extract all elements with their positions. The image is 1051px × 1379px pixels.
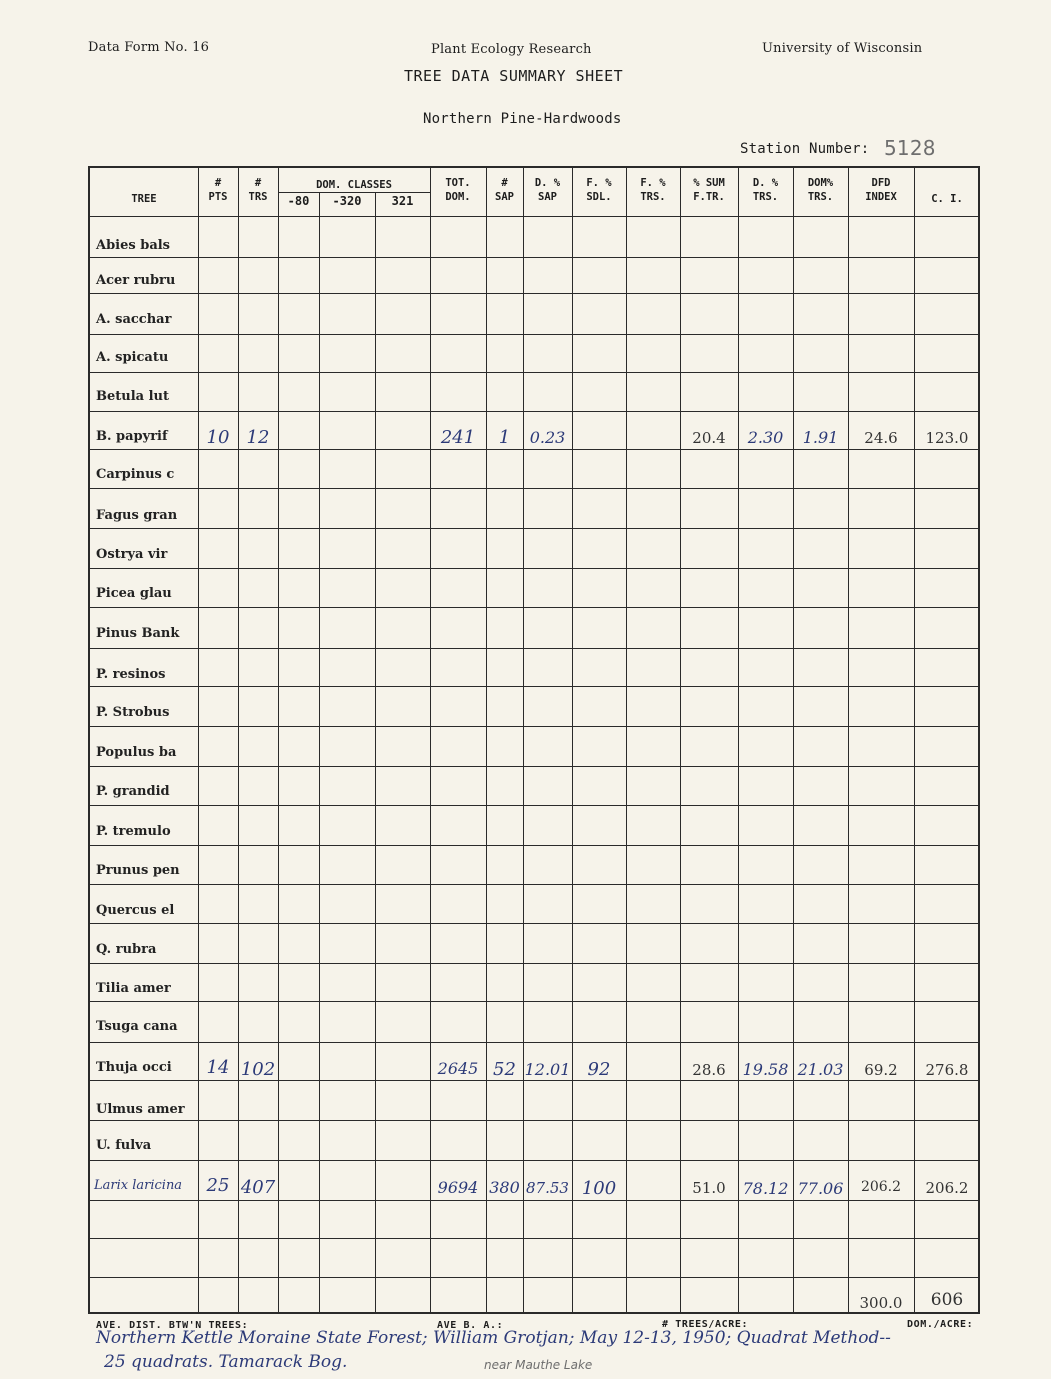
organization-name: Plant Ecology Research	[431, 42, 592, 57]
cell-tot-dom: 2645	[437, 1059, 479, 1078]
tree-name: Ostrya vir	[96, 547, 168, 562]
row-line	[90, 216, 978, 217]
column-line	[486, 168, 487, 1312]
row-line	[90, 686, 978, 687]
col-pts: # PTS	[208, 177, 228, 203]
column-line	[430, 168, 431, 1312]
row-line	[90, 334, 978, 335]
row-line	[90, 568, 978, 569]
col-dom-class-80: -80	[287, 194, 310, 208]
row-line	[90, 607, 978, 608]
row-line	[90, 1120, 978, 1121]
cell-d-sap: 87.53	[526, 1179, 569, 1197]
tree-name-added: Larix laricina	[94, 1178, 183, 1193]
row-line	[90, 845, 978, 846]
cell-d-trs: 19.58	[742, 1060, 789, 1079]
column-line	[680, 168, 681, 1312]
col-tot-dom: TOT. DOM.	[445, 177, 471, 203]
cell-sum-ftr: 28.6	[692, 1061, 726, 1079]
col-dom-classes: DOM. CLASSES	[316, 179, 392, 191]
form-number: Data Form No. 16	[88, 40, 210, 55]
station-label: Station Number:	[740, 141, 870, 157]
total-dfd-index: 300.0	[859, 1294, 903, 1312]
column-line	[626, 168, 627, 1312]
cell-f-sdl: 92	[587, 1059, 611, 1080]
tree-name: Thuja occi	[96, 1060, 172, 1075]
tree-name: Q. rubra	[96, 942, 157, 957]
cell-sap: 1	[498, 427, 511, 448]
tree-name: Tilia amer	[96, 981, 171, 996]
column-line	[914, 168, 915, 1312]
cell-f-sdl: 100	[581, 1178, 617, 1199]
column-line	[375, 193, 376, 1312]
tree-name: Picea glau	[96, 586, 172, 601]
col-dom-class-320: -320	[332, 194, 362, 208]
label-ave-ba: AVE B. A.:	[437, 1320, 504, 1331]
col-trs: # TRS	[248, 177, 268, 203]
cell-d-sap: 12.01	[524, 1060, 571, 1079]
tree-name: A. sacchar	[96, 312, 172, 327]
col-f-sdl: F. % SDL.	[586, 177, 612, 203]
sheet-subtitle: Northern Pine-Hardwoods	[423, 111, 622, 127]
column-line	[238, 168, 239, 1312]
row-line	[90, 449, 978, 450]
row-line	[90, 1042, 978, 1043]
pencil-note: near Mauthe Lake	[484, 1358, 593, 1372]
cell-ci: 123.0	[925, 429, 969, 447]
cell-pts: 25	[206, 1175, 230, 1196]
tree-name: Acer rubru	[96, 273, 176, 288]
tree-name: Abies bals	[96, 238, 171, 253]
row-line	[90, 1080, 978, 1081]
tree-name: Pinus Bank	[96, 626, 180, 641]
tree-name: Betula lut	[96, 389, 169, 404]
col-dom-class-321: 321	[391, 194, 414, 208]
cell-trs: 407	[240, 1177, 276, 1198]
col-ci: C. I.	[931, 193, 963, 205]
cell-sap: 52	[493, 1059, 516, 1080]
tree-name: P. tremulo	[96, 824, 171, 839]
cell-ci: 276.8	[925, 1061, 969, 1079]
cell-sum-ftr: 20.4	[692, 429, 726, 447]
row-line	[90, 648, 978, 649]
label-ave-dist: AVE. DIST. BTW'N TREES:	[96, 1320, 249, 1331]
tree-name: A. spicatu	[96, 350, 169, 365]
col-sum-ftr: % SUM F.TR.	[693, 177, 725, 203]
tree-name: Populus ba	[96, 745, 177, 760]
col-d-sap: D. % SAP	[534, 177, 561, 203]
tree-name: Carpinus c	[96, 467, 175, 482]
label-trees-acre: # TREES/ACRE:	[662, 1319, 749, 1330]
handwritten-note-line1: Northern Kettle Moraine State Forest; William Grotjan; May 12-13, 1950; Quadrat Method--	[96, 1328, 891, 1348]
dom-classes-divider	[278, 192, 430, 193]
label-dom-acre: DOM./ACRE:	[907, 1319, 974, 1330]
tree-name: Prunus pen	[96, 863, 180, 878]
tree-name: Tsuga cana	[96, 1019, 178, 1034]
tree-name: P. grandid	[96, 784, 170, 799]
cell-dom-trs: 77.06	[797, 1179, 844, 1198]
tree-name: P. Strobus	[96, 705, 170, 720]
tree-name: Quercus el	[96, 903, 175, 918]
row-line	[90, 293, 978, 294]
cell-dom-trs: 21.03	[797, 1060, 844, 1079]
cell-sum-ftr: 51.0	[692, 1179, 726, 1197]
sheet-title: TREE DATA SUMMARY SHEET	[404, 67, 624, 85]
cell-tot-dom: 241	[440, 427, 476, 448]
university-name: University of Wisconsin	[762, 41, 923, 56]
cell-d-sap: 0.23	[529, 428, 566, 447]
col-sap: # SAP	[495, 177, 514, 203]
station-number: 5128	[884, 136, 936, 160]
tree-name: Fagus gran	[96, 508, 178, 523]
cell-dfd-index: 206.2	[860, 1179, 902, 1195]
col-d-trs: D. % TRS.	[752, 177, 779, 203]
cell-dfd-index: 69.2	[864, 1061, 898, 1079]
row-line	[90, 963, 978, 964]
tree-name: B. papyrif	[96, 429, 168, 444]
row-line	[90, 257, 978, 258]
row-line	[90, 805, 978, 806]
row-line	[90, 1200, 978, 1201]
col-f-trs: F. % TRS.	[640, 177, 666, 203]
column-line	[198, 168, 199, 1312]
row-line	[90, 884, 978, 885]
cell-d-trs: 78.12	[742, 1179, 789, 1198]
total-ci: 606	[930, 1290, 964, 1310]
column-line	[523, 168, 524, 1312]
row-line	[90, 766, 978, 767]
row-line	[90, 488, 978, 489]
column-line	[572, 168, 573, 1312]
cell-pts: 14	[206, 1057, 230, 1078]
tree-data-table	[88, 166, 980, 1314]
col-tree: TREE	[131, 193, 157, 205]
column-line	[278, 168, 279, 1312]
row-line	[90, 923, 978, 924]
column-line	[738, 168, 739, 1312]
column-line	[793, 168, 794, 1312]
cell-d-trs: 2.30	[747, 428, 784, 447]
row-line	[90, 528, 978, 529]
cell-pts: 10	[206, 427, 230, 448]
row-line	[90, 1001, 978, 1002]
row-line	[90, 1160, 978, 1161]
tree-name: P. resinos	[96, 667, 166, 682]
cell-dfd-index: 24.6	[864, 429, 898, 447]
cell-tot-dom: 9694	[437, 1178, 479, 1197]
cell-ci: 206.2	[925, 1179, 969, 1197]
col-dfd-index: DFD INDEX	[865, 177, 897, 203]
cell-sap: 380	[489, 1178, 520, 1197]
row-line	[90, 1238, 978, 1239]
column-line	[319, 193, 320, 1312]
column-line	[848, 168, 849, 1312]
row-line	[90, 411, 978, 412]
cell-trs: 12	[246, 427, 270, 448]
row-line	[90, 372, 978, 373]
col-dom-trs: DOM% TRS.	[807, 177, 834, 203]
handwritten-note-line2: 25 quadrats. Tamarack Bog.	[104, 1352, 348, 1372]
tree-name: Ulmus amer	[96, 1102, 185, 1117]
tree-name: U. fulva	[96, 1138, 152, 1153]
cell-dom-trs: 1.91	[802, 428, 839, 447]
row-line	[90, 1277, 978, 1278]
cell-trs: 102	[240, 1059, 276, 1080]
row-line	[90, 726, 978, 727]
